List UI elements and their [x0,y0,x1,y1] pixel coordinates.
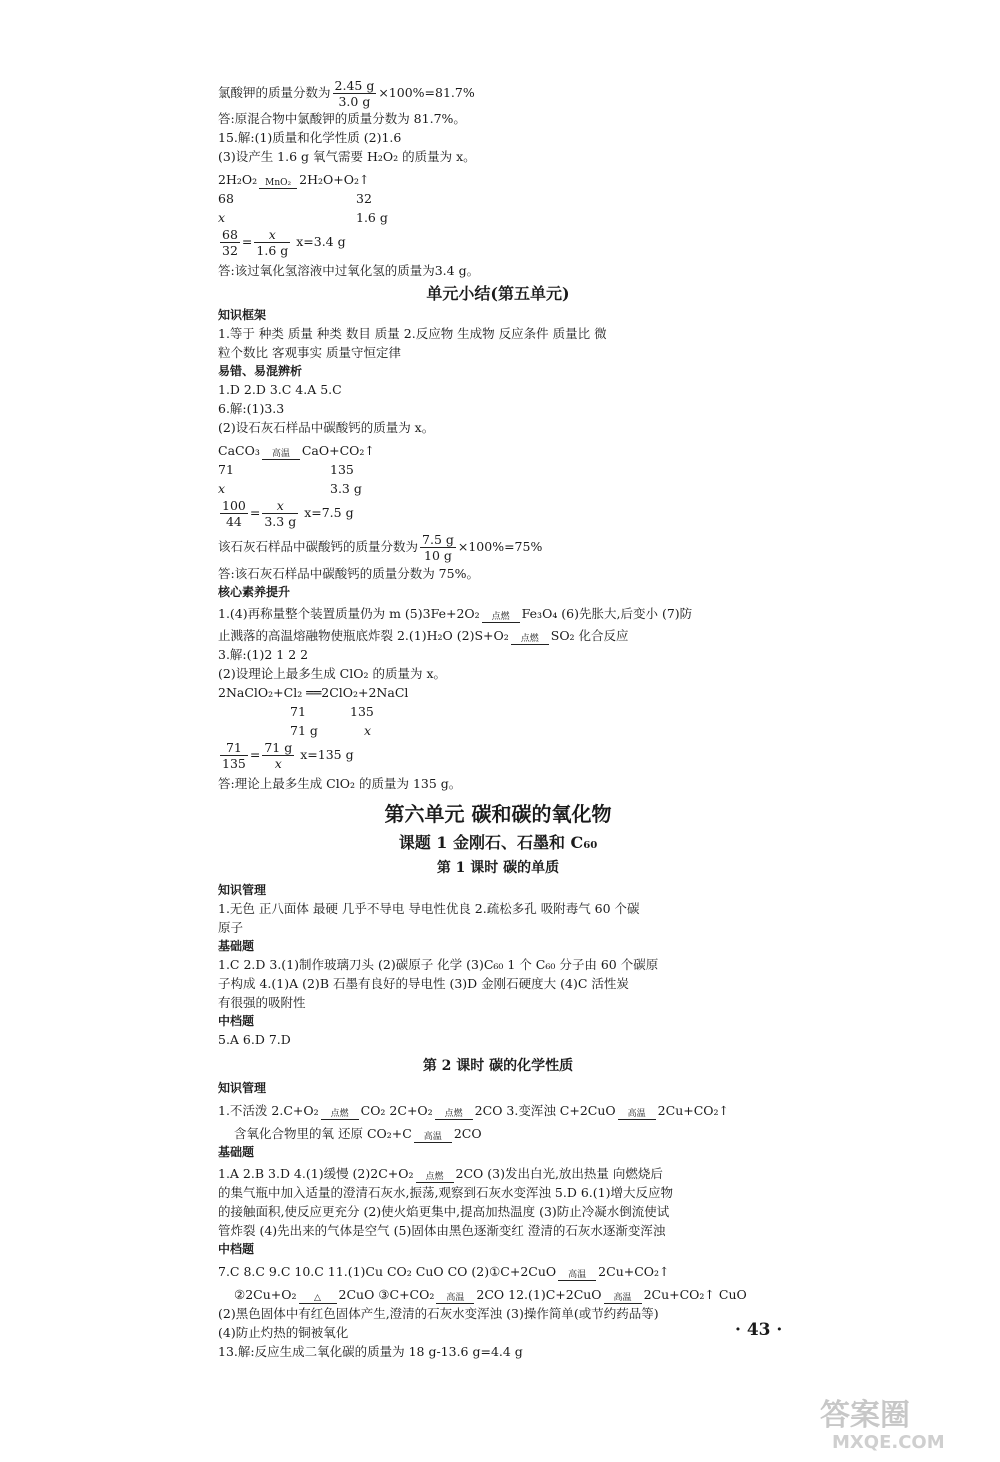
section-heading: 中档题 [218,1242,255,1256]
text-line: 13.解:反应生成二氧化碳的质量为 18 g-13.6 g=4.4 g [218,1344,523,1359]
text-line: 粒个数比 客观事实 质量守恒定律 [218,345,401,360]
proportion: $\frac{68}{32}$ = $\frac{x}{1.6 g}$ x=3.4 g [222,227,346,258]
text-line: 该石灰石样品中碳酸钙的质量分数为 $\frac{7.5 g}{10 g}$ ×100%=75% [218,532,543,563]
lesson-title: 课题 1 金刚石、石墨和 C₆₀ [398,833,598,852]
text-line: 有很强的吸附性 [218,995,306,1010]
chemical-equation: CaCO₃ 高温 CaO+CO₂↑ [218,443,375,459]
section-heading: 知识管理 [218,1081,267,1095]
text-line: 管炸裂 (4)先出来的气体是空气 (5)固体由黑色逐渐变红 澄清的石灰水逐渐变浑浊 [218,1223,666,1238]
text-line: 15.解:(1)质量和化学性质 (2)1.6 [218,130,402,145]
chemical-equation: 2H₂O₂ MnO₂ 2H₂O+O₂↑ [218,172,370,188]
text-line: 1.不活泼 2.C+O₂ 点燃 CO₂ 2C+O₂ 点燃 2CO 3.变浑浊 C+2CuO 高温 2Cu+CO₂↑ [218,1103,730,1119]
text-line: 氯酸钾的质量分数为 $\frac{2.45 g}{3.0 g}$ ×100%=81.7% [218,78,475,109]
section-heading: 中档题 [218,1014,255,1028]
mass-table: 71 135 x 3.3 g [218,462,362,496]
text-line: ②2Cu+O₂ △ 2CuO ③C+CO₂ 高温 2CO 12.(1)C+2CuO 高温 2Cu+CO₂↑ CuO [234,1287,747,1303]
text-line: (2)黑色固体中有红色固体产生,澄清的石灰水变浑浊 (3)操作简单(或节约药品等) [218,1306,659,1321]
fraction: $\frac{2.45 g}{3.0 g}$ [334,78,375,109]
text-line: 7.C 8.C 9.C 10.C 11.(1)Cu CO₂ CuO CO (2)①C+2CuO 高温 2Cu+CO₂↑ [218,1264,670,1280]
watermark-url: MXQE.COM [832,1432,945,1453]
section-heading: 知识管理 [218,883,267,897]
text-line: 答:该过氧化氢溶液中过氧化氢的质量为3.4 g。 [218,263,480,278]
text-line: 1.无色 正八面体 最硬 几乎不导电 导电性优良 2.疏松多孔 吸附毒气 60 个碳 [218,901,640,916]
text-line: 1.等于 种类 质量 种类 数目 质量 2.反应物 生成物 反应条件 质量比 微 [218,326,607,341]
text-line: 的接触面积,使反应更充分 (2)使火焰更集中,提高加热温度 (3)防止冷凝水倒流使试 [218,1204,670,1219]
text-line: 3.解:(1)2 1 2 2 [218,647,309,662]
reaction-arrow: MnO₂ [259,178,297,189]
proportion: $\frac{100}{44}$ = $\frac{x}{3.3 g}$ x=7.5 g [222,498,354,529]
section-heading: 基础题 [218,939,255,953]
watermark-logo: 答案圈 [820,1398,910,1433]
period-title: 第 1 课时 碳的单质 [436,860,560,876]
text-line: 1.D 2.D 3.C 4.A 5.C [218,382,342,397]
section-heading: 知识框架 [218,308,267,322]
text-line: 1.C 2.D 3.(1)制作玻璃刀头 (2)碳原子 化学 (3)C₆₀ 1 个 C₆₀ 分子由 60 个碳原 [218,957,659,972]
mass-table: 71 135 71 g x [290,704,374,738]
text-line: (2)设理论上最多生成 ClO₂ 的质量为 x。 [218,666,446,681]
period-title: 第 2 课时 碳的化学性质 [422,1058,574,1074]
reaction-arrow: 高温 [262,449,300,460]
text-line: 含氧化合物里的氧 还原 CO₂+C 高温 2CO [234,1126,482,1142]
text-line: 答:该石灰石样品中碳酸钙的质量分数为 75%。 [218,566,479,581]
text-line: 原子 [218,920,244,935]
text-line: (3)设产生 1.6 g 氧气需要 H₂O₂ 的质量为 x。 [218,149,476,164]
text-line: 子构成 4.(1)A (2)B 石墨有良好的导电性 (3)D 金刚石硬度大 (4)C 活性炭 [218,976,629,991]
text-line: 止溅落的高温熔融物使瓶底炸裂 2.(1)H₂O (2)S+O₂ 点燃 SO₂ 化合反应 [218,628,629,644]
section-heading: 易错、易混辨析 [218,364,303,378]
text-line: 6.解:(1)3.3 [218,401,285,416]
text-line: (4)防止灼热的铜被氧化 [218,1325,349,1340]
text-line: (2)设石灰石样品中碳酸钙的质量为 x。 [218,420,435,435]
text-line: 答:原混合物中氯酸钾的质量分数为 81.7%。 [218,111,466,126]
mass-table: 68 32 x 1.6 g [218,191,388,225]
text-line: 答:理论上最多生成 ClO₂ 的质量为 135 g。 [218,776,462,791]
answer-page [218,78,778,1361]
text-line: 1.A 2.B 3.D 4.(1)缓慢 (2)2C+O₂ 点燃 2CO (3)发出白光,放出热量 向燃烧后 [218,1166,663,1182]
section-heading: 核心素养提升 [218,585,291,599]
text-line: 的集气瓶中加入适量的澄清石灰水,振荡,观察到石灰水变浑浊 5.D 6.(1)增大反应物 [218,1185,673,1200]
chemical-equation: 2NaClO₂+Cl₂ ══2ClO₂+2NaCl [218,685,409,700]
page-number: · 43 · [735,1320,783,1340]
unit-summary-title: 单元小结(第五单元) [426,284,570,303]
proportion: $\frac{71}{135}$ = $\frac{71 g}{x}$ x=135 g [222,740,354,771]
text-line: 1.(4)再称量整个装置质量仍为 m (5)3Fe+2O₂ 点燃 Fe₃O₄ (6)先胀大,后变小 (7)防 [218,606,693,622]
unit-title: 第六单元 碳和碳的氧化物 [384,802,612,826]
section-heading: 基础题 [218,1145,255,1159]
text-line: 5.A 6.D 7.D [218,1032,291,1047]
